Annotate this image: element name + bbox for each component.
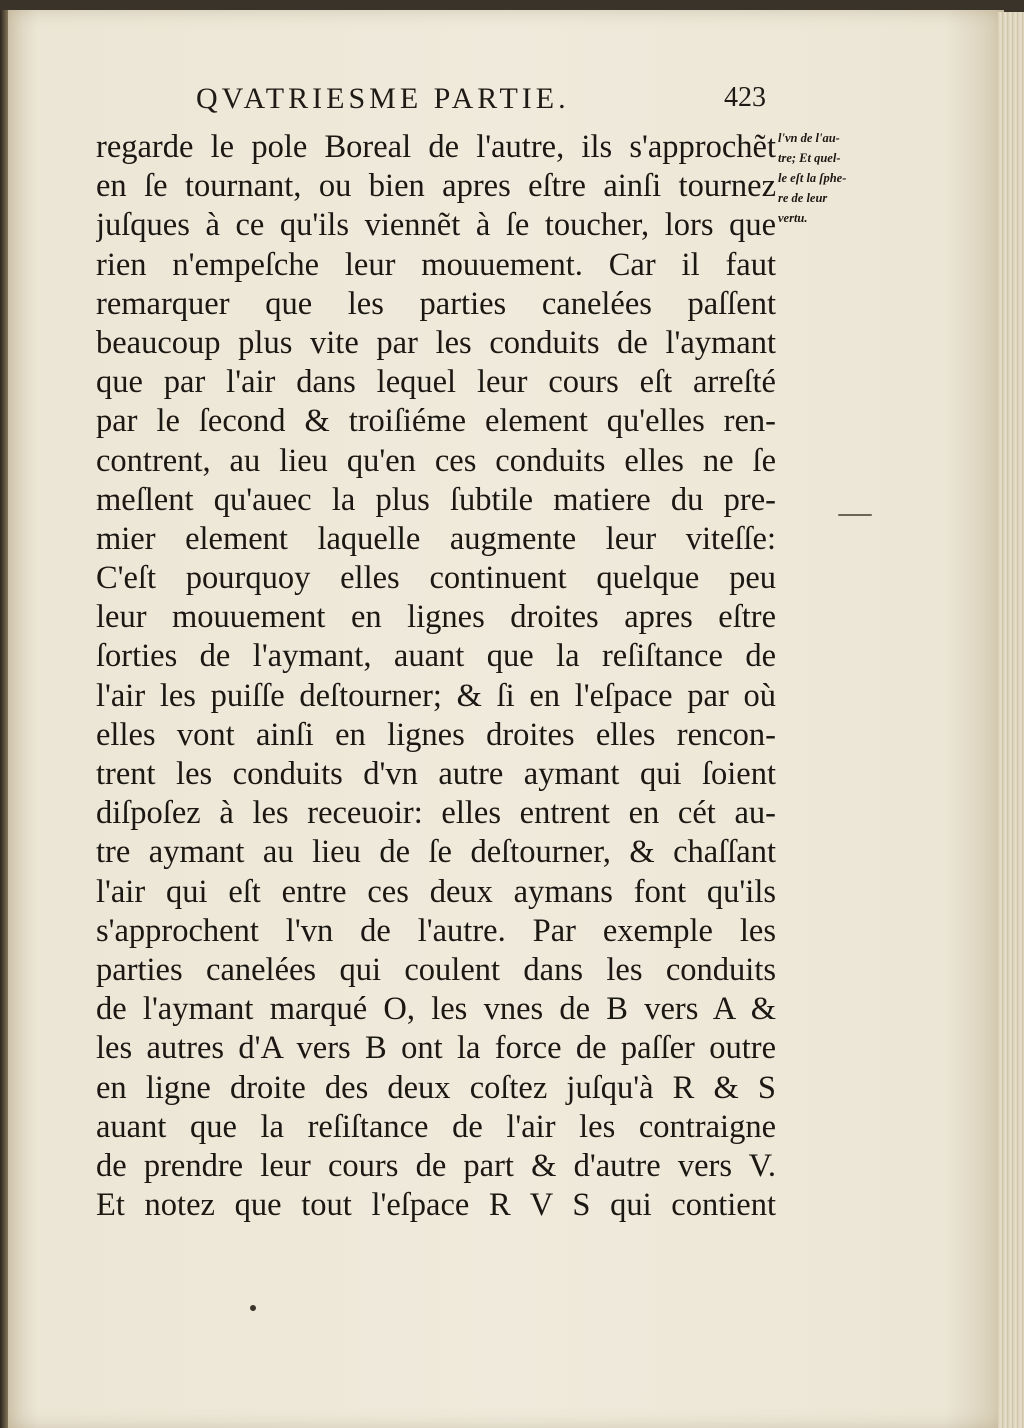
text-line: les autres d'A vers B ont la force de paſſer outre [96, 1030, 776, 1067]
margin-note-line: vertu. [778, 211, 808, 225]
text-line: que par l'air dans lequel leur cours eſt arreſté [96, 364, 776, 401]
text-line: rien n'empeſche leur mouuement. Car il faut [96, 246, 776, 283]
text-line: s'approchent l'vn de l'autre. Par exemple les [96, 912, 776, 949]
ink-spot [250, 1305, 256, 1311]
text-line: en ligne droite des deux coſtez juſqu'à R & S [96, 1069, 776, 1106]
running-head: QVATRIESME PARTIE. [196, 82, 570, 115]
text-line: mier element laquelle augmente leur viteſſe: [96, 520, 776, 557]
page-header [196, 82, 770, 122]
page-number: 423 [724, 82, 766, 113]
text-line: en ſe tournant, ou bien apres eſtre ainſi tournez [96, 168, 776, 205]
text-line: C'eſt pourquoy elles continuent quelque peu [96, 560, 776, 597]
text-line: beaucoup plus vite par les conduits de l'aymant [96, 324, 776, 361]
text-line: meſlent qu'auec la plus ſubtile matiere du pre- [96, 481, 776, 518]
margin-note-line: re de leur [778, 191, 828, 205]
text-line: de prendre leur cours de part & d'autre vers V. [96, 1147, 776, 1184]
margin-note-line: tre; Et quel- [778, 151, 841, 165]
text-line: l'air les puiſſe deſtourner; & ſi en l'eſpace par où [96, 677, 776, 714]
text-line: ſorties de l'aymant, auant que la reſiſtance de [96, 638, 776, 675]
text-line: contrent, au lieu qu'en ces conduits elles ne ſe [96, 442, 776, 479]
text-line: Et notez que tout l'eſpace R V S qui contient [96, 1187, 776, 1224]
text-line: trent les conduits d'vn autre aymant qui ſoient [96, 756, 776, 792]
margin-note [778, 128, 888, 228]
margin-dash [838, 514, 872, 516]
text-line: remarquer que les parties canelées paſſent [96, 285, 776, 322]
text-line: l'air qui eſt entre ces deux aymans font qu'ils [96, 873, 776, 910]
page-edges [998, 12, 1024, 1428]
body-text [96, 128, 776, 1225]
text-line: tre aymant au lieu de ſe deſtourner, & chaſſant [96, 834, 776, 871]
text-line: diſpoſez à les receuoir: elles entrent en cét au- [96, 795, 776, 832]
text-line: juſques à ce qu'ils viennẽt à ſe toucher, lors que [96, 207, 776, 244]
text-line: par le ſecond & troiſiéme element qu'elles ren- [96, 403, 776, 440]
margin-note-line: le eſt la ſphe- [778, 171, 847, 185]
text-line: auant que la reſiſtance de l'air les contraigne [96, 1108, 776, 1145]
text-line: parties canelées qui coulent dans les conduits [96, 951, 776, 988]
margin-note-line: l'vn de l'au- [778, 131, 840, 145]
text-line: elles vont ainſi en lignes droites elles rencon- [96, 716, 776, 753]
text-line: de l'aymant marqué O, les vnes de B vers A & [96, 991, 776, 1028]
text-line: leur mouuement en lignes droites apres eſtre [96, 599, 776, 636]
text-line: regarde le pole Boreal de l'autre, ils s'approchẽt [96, 129, 776, 165]
